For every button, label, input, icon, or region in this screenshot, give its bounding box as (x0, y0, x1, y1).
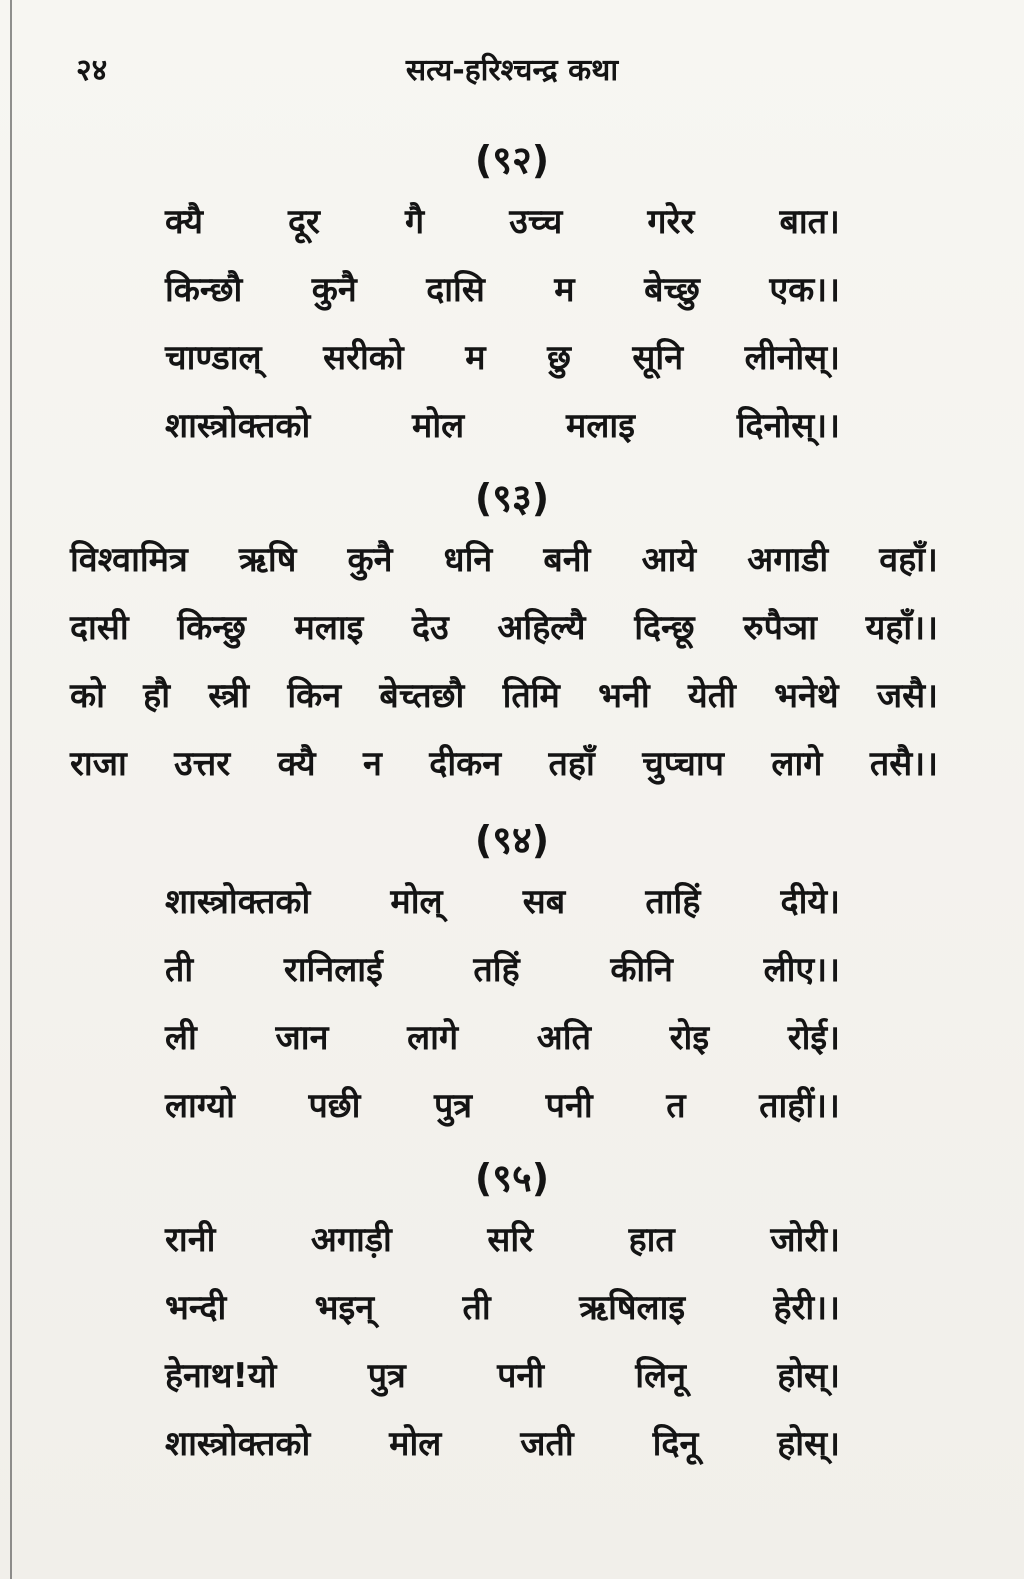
verse-line (70, 594, 938, 662)
verse-word: सरि (487, 1220, 534, 1260)
verse-line (165, 1072, 840, 1140)
verse-word: अति (536, 1018, 591, 1058)
verse-word: देउ (412, 608, 449, 648)
stanza-number: (९५) (474, 1156, 550, 1200)
verse-word: तिमि (502, 676, 560, 716)
verse-word: वहाँ। (879, 540, 938, 580)
verse-word: को (70, 676, 105, 716)
verse-word: सूनि (632, 338, 684, 378)
verse-word: दासि (426, 270, 485, 310)
verse-word: भनी (598, 676, 650, 716)
stanza-number: (९३) (474, 476, 550, 520)
verse-word: जसै। (876, 676, 938, 716)
verse-word: पछी (308, 1086, 361, 1126)
verse-word: लाग्यो (165, 1086, 235, 1126)
verse-word: मोल् (390, 882, 443, 922)
verse-word: बनी (543, 540, 591, 580)
verse-line (165, 256, 840, 324)
verse-word: पुत्र (367, 1356, 406, 1396)
verse-line (165, 936, 840, 1004)
verse-word: बात। (779, 202, 840, 242)
verse-word: जोरी। (770, 1220, 840, 1260)
verse-word: म (554, 270, 575, 310)
verse-line (165, 392, 840, 460)
verse-word: सब (522, 882, 566, 922)
verse-word: होस्। (777, 1424, 840, 1464)
verse-word: पनी (545, 1086, 593, 1126)
verse-word: अगाड़ी (310, 1220, 392, 1260)
verse-word: गरेर (647, 202, 695, 242)
verse-word: शास्त्रोक्तको (165, 1424, 311, 1464)
verse-line (70, 662, 938, 730)
verse-word: ऋषिलाइ (579, 1288, 686, 1328)
verse-word: येती (687, 676, 736, 716)
verse-word: किन्छौ (165, 270, 243, 310)
verse-word: क्यै (277, 744, 316, 784)
verse-word: मोल (412, 406, 465, 446)
verse-word: दीये। (780, 882, 840, 922)
verse-word: त (666, 1086, 686, 1126)
verse-word: लीनोस्। (744, 338, 840, 378)
verse-word: चाण्डाल् (165, 338, 262, 378)
page-header (0, 48, 1024, 98)
verse-word: मलाइ (294, 608, 364, 648)
verse-word: सरीको (323, 338, 404, 378)
verse-word: ती (165, 950, 194, 990)
verse-line (70, 526, 938, 594)
verse-word: कीनि (610, 950, 673, 990)
verse-word: पनी (497, 1356, 545, 1396)
verse-word: तसै।। (869, 744, 938, 784)
verse-word: बेच्छु (644, 270, 700, 310)
verse-word: एक।। (769, 270, 840, 310)
verse-word: रोई। (787, 1018, 840, 1058)
verse-word: रोइ (669, 1018, 710, 1058)
page-number: २४ (76, 53, 108, 88)
verse-word: लागे (407, 1018, 459, 1058)
verse-word: ती (462, 1288, 491, 1328)
stanza (0, 812, 1024, 1140)
verse-word: गै (405, 202, 425, 242)
verse-word: ली (165, 1018, 197, 1058)
verse-word: दासी (70, 608, 129, 648)
verse-word: कुनै (311, 270, 357, 310)
verse-word: विश्वामित्र (70, 540, 188, 580)
verse-line (165, 324, 840, 392)
verse-word: होस्। (777, 1356, 840, 1396)
verse-word: भइन् (314, 1288, 375, 1328)
verse-word: शास्त्रोक्तको (165, 406, 311, 446)
verse-word: हात (628, 1220, 675, 1260)
verse-word: हेनाथ!यो (165, 1356, 277, 1396)
verse-word: न (362, 744, 382, 784)
verse-word: जान (275, 1018, 329, 1058)
verse-word: जती (520, 1424, 574, 1464)
verse-line (165, 1206, 840, 1274)
verse-word: ताहीं।। (759, 1086, 840, 1126)
stanza (0, 1150, 1024, 1478)
verse-word: दूर (288, 202, 320, 242)
verse-word: मोल (389, 1424, 442, 1464)
verse-word: धनि (443, 540, 493, 580)
verse-word: म (465, 338, 486, 378)
verse-word: उच्च (509, 202, 563, 242)
verse-word: उत्तर (174, 744, 231, 784)
verse-line (165, 188, 840, 256)
verse-word: किन्छु (177, 608, 246, 648)
verse-word: लीए।। (763, 950, 840, 990)
verse-line (165, 868, 840, 936)
stanza-number: (९२) (474, 138, 550, 182)
verse-word: ऋषि (238, 540, 297, 580)
verse-word: पुत्र (434, 1086, 473, 1126)
verse-word: रानिलाई (283, 950, 383, 990)
verse-word: अगाडी (747, 540, 829, 580)
verse-line (165, 1410, 840, 1478)
verse-word: हेरी।। (773, 1288, 840, 1328)
verse-word: क्यै (165, 202, 203, 242)
verse-word: ताहिं (645, 882, 701, 922)
verse-word: स्त्री (208, 676, 250, 716)
verse-word: दीकन (429, 744, 502, 784)
verse-word: तहाँ (548, 744, 595, 784)
verse-word: रुपैञा (743, 608, 817, 648)
verse-word: कुनै (347, 540, 393, 580)
verse-word: लागे (771, 744, 823, 784)
verse-word: यहाँ।। (865, 608, 938, 648)
verse-line (165, 1004, 840, 1072)
verse-line (165, 1274, 840, 1342)
verse-word: राजा (70, 744, 127, 784)
verse-word: मलाइ (566, 406, 635, 446)
verse-word: अहिल्यै (497, 608, 586, 648)
verse-word: रानी (165, 1220, 216, 1260)
verse-word: भनेथे (774, 676, 839, 716)
verse-word: दिनू (652, 1424, 699, 1464)
verse-word: आये (641, 540, 697, 580)
verse-word: भन्दी (165, 1288, 227, 1328)
stanza (0, 470, 1024, 798)
verse-line (165, 1342, 840, 1410)
verse-word: चुप्चाप (642, 744, 724, 784)
verse-word: बेच्तछौ (379, 676, 465, 716)
verse-word: छु (547, 338, 571, 378)
stanza (0, 132, 1024, 460)
verse-word: लिनू (635, 1356, 687, 1396)
running-title: सत्य-हरिश्चन्द्र कथा (405, 53, 619, 88)
verse-word: किन (287, 676, 342, 716)
verse-word: दिन्छू (634, 608, 695, 648)
verse-line (70, 730, 938, 798)
verse-word: तहिं (473, 950, 520, 990)
verse-word: शास्त्रोक्तको (165, 882, 311, 922)
verse-word: हौ (143, 676, 171, 716)
stanza-number: (९४) (474, 818, 550, 862)
verse-word: दिनोस्।। (736, 406, 840, 446)
